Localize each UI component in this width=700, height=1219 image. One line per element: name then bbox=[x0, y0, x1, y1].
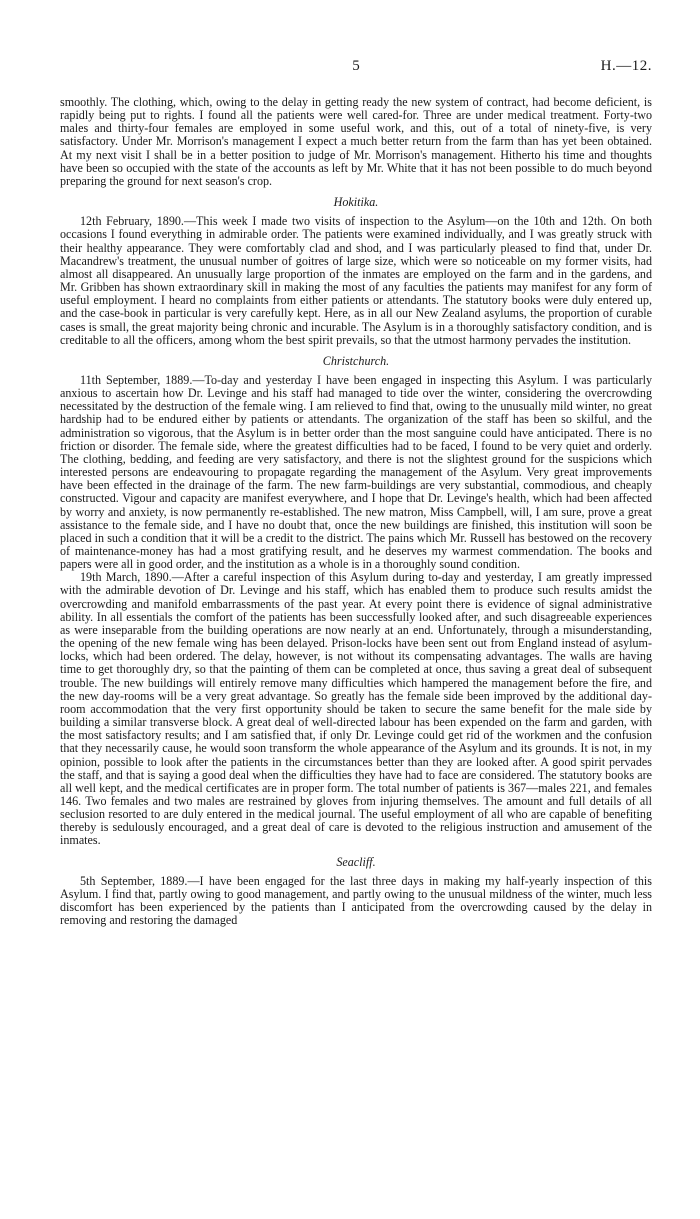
paragraph-christchurch-1889: 11th September, 1889.—To-day and yesterday I have been engaged in inspecting this Asylum. I was particularly anxious to ascertain how Dr. Levinge and his staff had managed to tide over the winter, considering the overcrowding necessitated by the destruction of the female wing. I am relieved to find that, owing to the unusually mild winter, no great hardship had to be endured either by patients or attendants. The organization of the staff has been so skilful, and the administration so vigorous, that the Asylum is in better order than the most sanguine could have anticipated. There is no friction or disorder. The female side, where the greatest difficulties had to be faced, I found to be very quiet and orderly. The clothing, bedding, and feeding are very satisfactory, and there is not the slightest ground for the suspicions which interested persons are endeavouring to propagate regarding the management of the Asylum. Very great improvements have been effected in the drainage of the farm. The new farm-buildings are very substantial, commodious, and cheaply constructed. Vigour and capacity are manifest everywhere, and I hope that Dr. Levinge's health, which had been affected by worry and anxiety, is now permanently re-established. The new matron, Miss Campbell, will, I am sure, prove a great assistance to the female side, and I have no doubt that, once the new buildings are finished, this institution will soon be placed in such a condition that it will be a credit to the district. The pains which Mr. Russell has bestowed on the recovery of maintenance-money has had a most gratifying result, and he deserves my warmest commendation. The books and papers were all in good order, and the institution as a whole is in a thoroughly sound condition. bbox=[60, 372, 652, 572]
paragraph-continuation: smoothly. The clothing, which, owing to the delay in getting ready the new system of contract, had become deficient, is rapidly being put to rights. I found all the patients were well cared-for. Three are under medical treatment. Forty-two males and thirty-four females are employed in some useful work, and this, out of a total of ninety-five, is very satisfactory. Under Mr. Morrison's management I expect a much better return from the farm than has yet been obtained. At my next visit I shall be in a better position to judge of Mr. Morrison's management. Hitherto his time and thoughts have been so occupied with the state of the accounts as left by Mr. White that it has not been possible to do much beyond preparing the ground for next season's crop. bbox=[60, 95, 652, 188]
section-heading-hokitika: Hokitika. bbox=[333, 195, 379, 210]
section-heading-christchurch: Christchurch. bbox=[322, 353, 390, 368]
page-number: 5 bbox=[352, 58, 360, 74]
page-header bbox=[60, 60, 652, 78]
paragraph-christchurch-1890: 19th March, 1890.—After a careful inspection of this Asylum during to-day and yesterday, I am greatly impressed with the admirable devotion of Dr. Levinge and his staff, which has enabled them to produce such results amidst the overcrowding and manifold embarrassments of the past year. At every point there is evidence of signal administrative ability. In all essentials the comfort of the patients has been successfully looked after, and such disagreeable experiences as were inseparable from the building operations are now nearly at an end. Unfortunately, through a misunderstanding, the opening of the new female wing has been delayed. Prison-locks have been sent out from England instead of asylum-locks, which had been ordered. The delay, however, is not without its compensating advantages. The walls are having time to get thoroughly dry, so that the painting of them can be completed at once, thus saving a great deal of subsequent trouble. The new buildings will entirely remove many difficulties which hampered the management before the fire, and the new day-rooms will be a very great advantage. So greatly has the female side been improved by the additional day-room accommodation that the very first opportunity should be taken to secure the same benefit for the male side by building a similar transverse block. A great deal of well-directed labour has been expended on the farm and garden, with the most satisfactory results; and I am satisfied that, if only Dr. Levinge could get rid of the workmen and the confusion that they necessarily cause, he would soon transform the whole appearance of the Asylum and its grounds. It is not, in my opinion, possible to look after the patients in the circumstances better than they are looked after. A good spirit pervades the staff, and that is saying a good deal when the difficulties they have had to face are considered. The statutory books are all well kept, and the medical certificates are in proper form. The total number of patients is 367—males 221, and females 146. Two females and two males are restrained by gloves from injuring themselves. The amount and full details of all seclusion resorted to are duly entered in the medical journal. The useful employment of all who are capable of benefiting thereby is sedulously encouraged, and a great deal of care is devoted to the religious instruction and amusement of the inmates. bbox=[60, 570, 652, 848]
section-heading-seacliff: Seacliff. bbox=[336, 854, 376, 869]
paragraph-hokitika: 12th February, 1890.—This week I made two visits of inspection to the Asylum—on the 10th and 12th. On both occasions I found everything in admirable order. The patients were examined individually, and I was greatly struck with their healthy appearance. They were comfortably clad and shod, and I was particularly pleased to find that, under Dr. Macandrew's treatment, the unusual number of goitres of large size, which were so noticeable on my former visits, had almost all disappeared. An unusually large proportion of the inmates are employed on the farm and in the gardens, and Mr. Gribben has shown extraordinary skill in making the most of any faculties the patients may manifest for any form of useful employment. I heard no complaints from either patients or attendants. The statutory books were duly entered up, and the case-book in particular is very carefully kept. Here, as in all our New Zealand asylums, the proportion of curable cases is small, the great majority being chronic and incurable. The Asylum is in a thoroughly satisfactory condition, and is creditable to all the officers, among whom the best spirit prevails, so that the utmost harmony pervades the institution. bbox=[60, 214, 652, 347]
document-body bbox=[60, 96, 652, 927]
paragraph-seacliff: 5th September, 1889.—I have been engaged for the last three days in making my half-yearly inspection of this Asylum. I find that, partly owing to good management, and partly owing to the unusual mildness of the winter, much less discomfort has been experienced by the patients than I anticipated from the overcrowding caused by the delay in removing and restoring the damaged bbox=[60, 873, 652, 928]
document-reference: H.—12. bbox=[600, 58, 652, 74]
